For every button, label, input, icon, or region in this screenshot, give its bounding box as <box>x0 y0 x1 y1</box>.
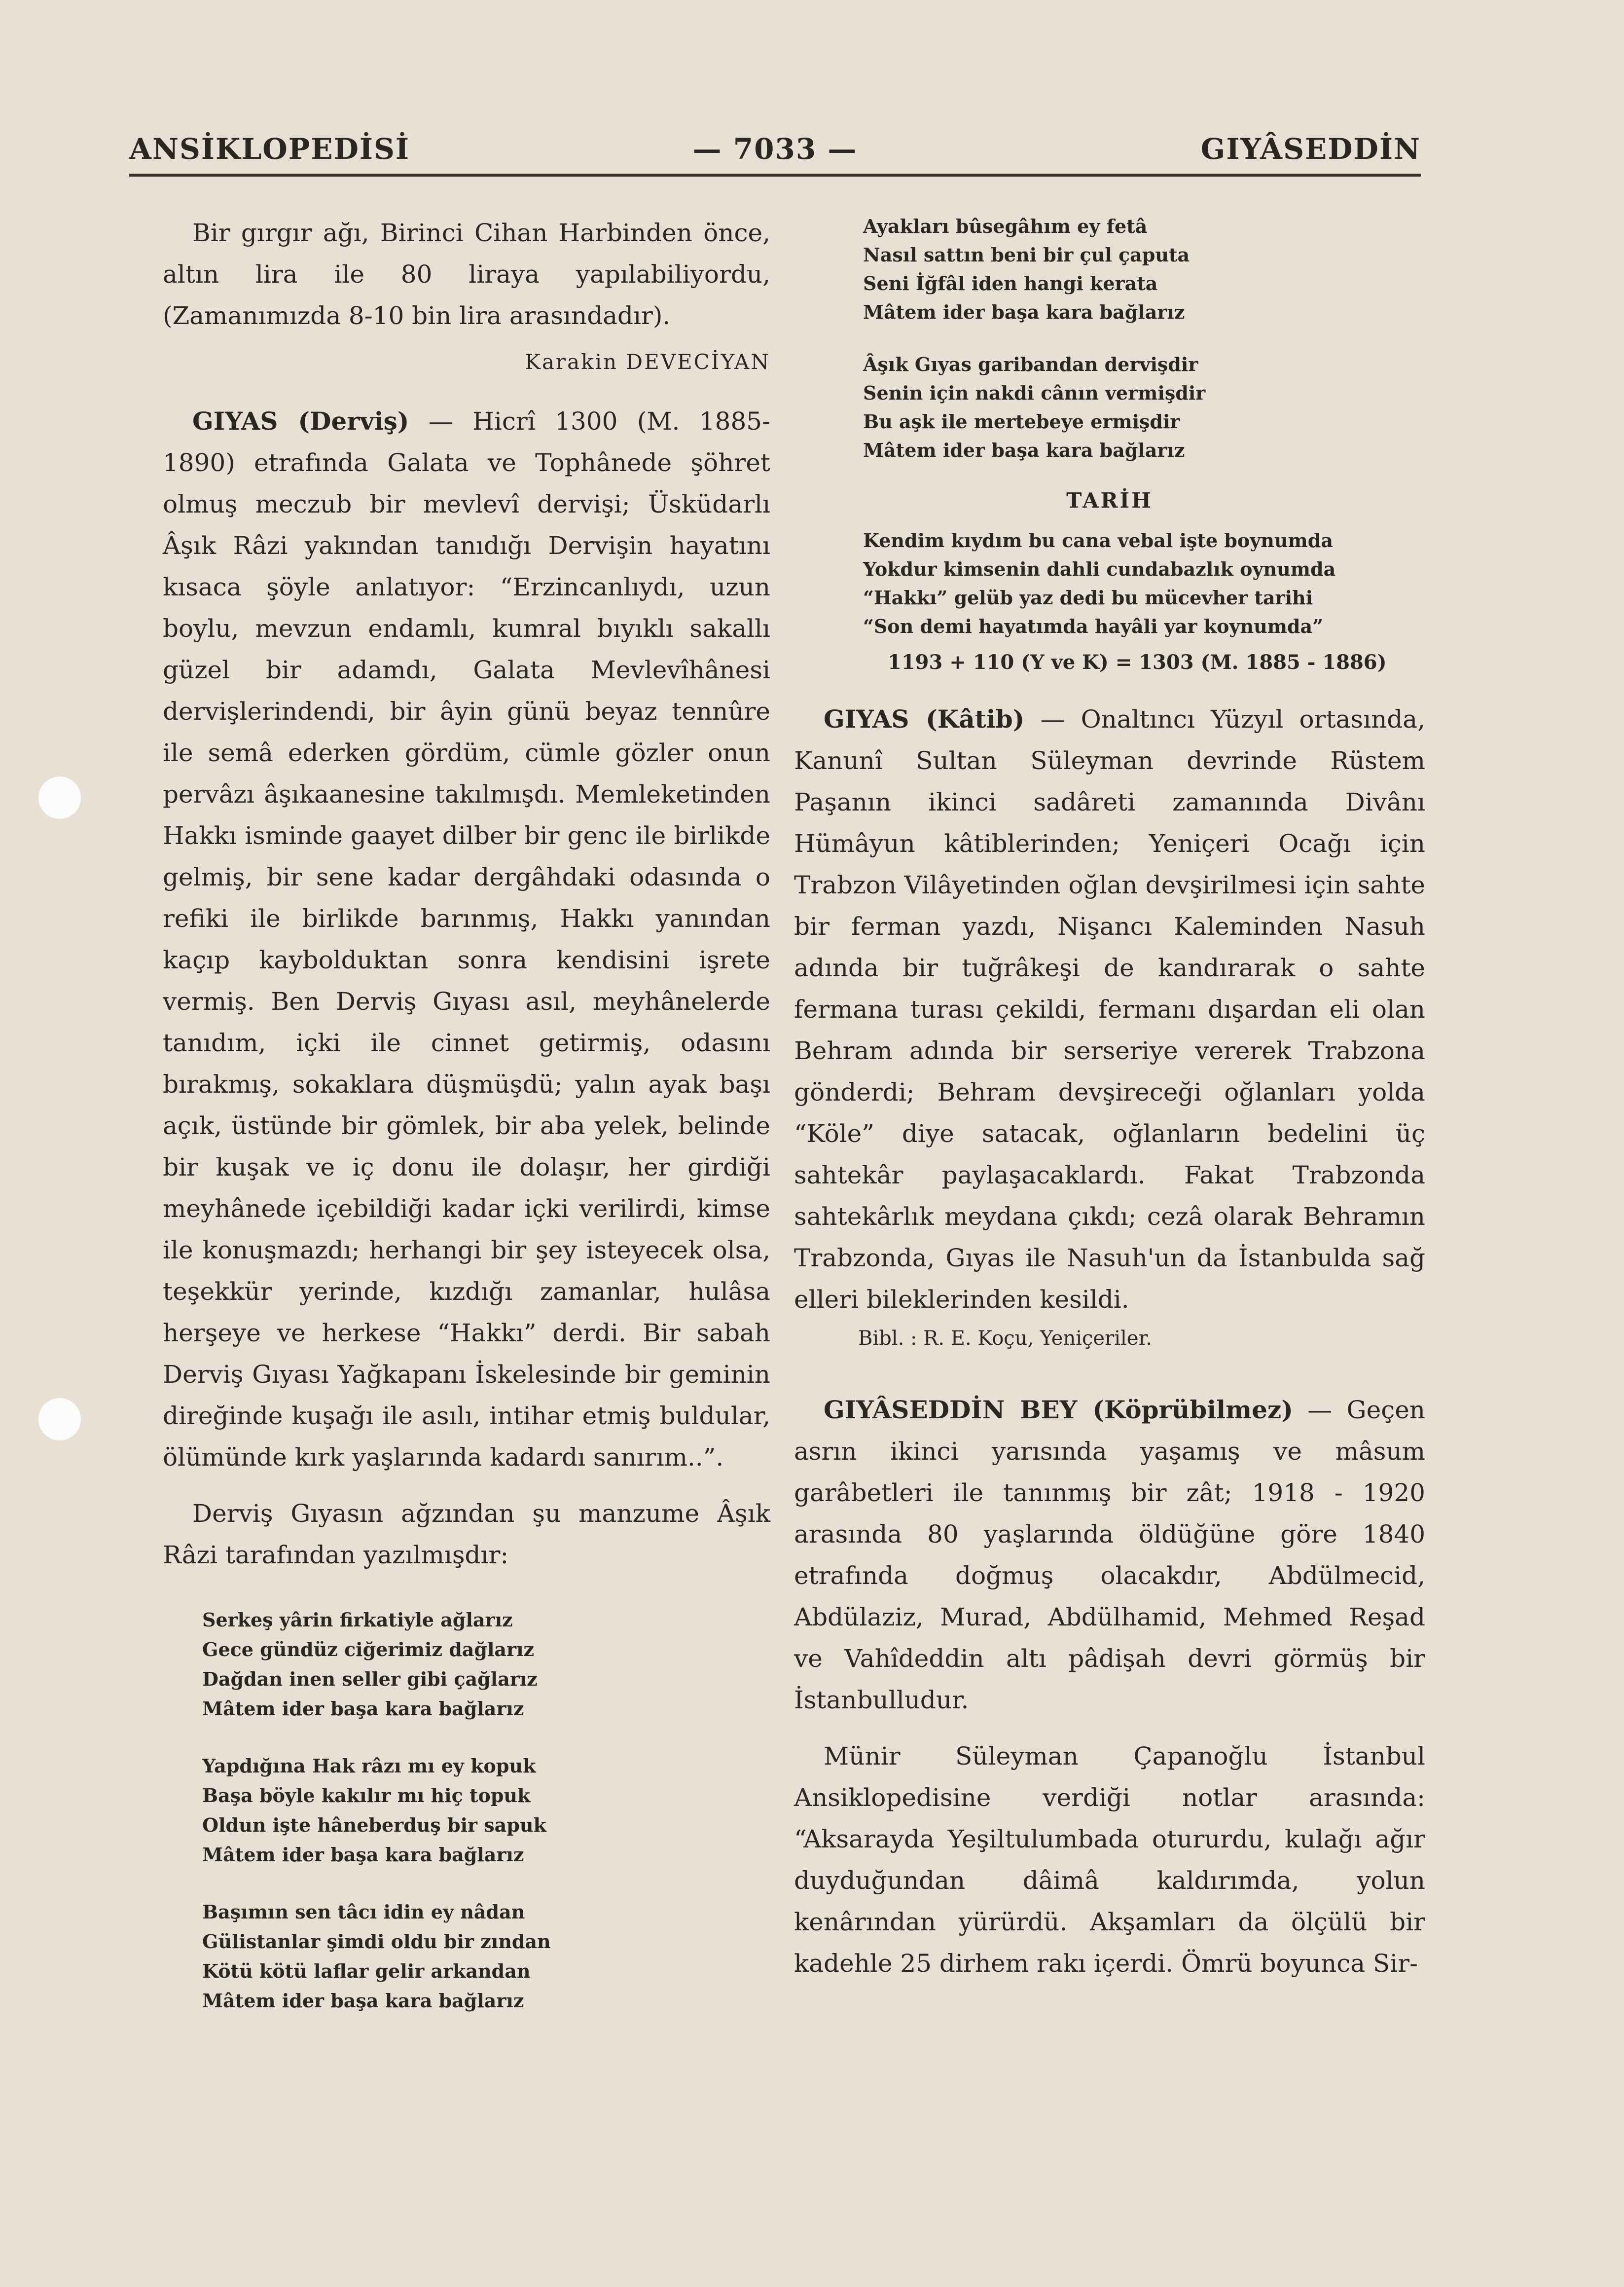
poem-line: Bu aşk ile mertebeye ermişdir <box>863 410 1180 433</box>
right-column <box>794 212 1425 1984</box>
punch-hole-bottom <box>38 1398 81 1440</box>
poem-line: Nasıl sattın beni bir çul çaputa <box>863 244 1190 266</box>
poem-line: Senin için nakdi cânın vermişdir <box>863 382 1206 404</box>
header-right: GIYÂSEDDİN <box>1200 132 1421 166</box>
page-header <box>129 132 1421 167</box>
poem-line: Yokdur kimsenin dahli cundabazlık oynumda <box>863 558 1336 580</box>
entry-giyas-dervis <box>163 401 770 1478</box>
entry-heading: GIYAS (Kâtib) <box>824 704 1025 734</box>
poem-line: Serkeş yârin firkatiyle ağlarız <box>202 1609 513 1631</box>
paragraph-girgir: Bir gırgır ağı, Birinci Cihan Harbinden önce, altın lira ile 80 liraya yapılabiliyordu, (Zamanımızda 8-10 bin lira arasındadır). <box>163 219 770 330</box>
poem-line: Gece gündüz ciğerimiz dağlarız <box>202 1638 535 1660</box>
poem-line: Kendim kıydım bu cana vebal işte boynumda <box>863 529 1333 552</box>
entry-giyaseddin-bey <box>794 1389 1425 1721</box>
poem-line: Mâtem ider başa kara bağlarız <box>202 1697 524 1720</box>
poem-line: Yapdığına Hak râzı mı ey kopuk <box>202 1755 536 1777</box>
poem-stanza-4 <box>863 212 1425 327</box>
poem-stanza-2 <box>202 1751 770 1870</box>
entry-body: — Geçen asrın ikinci yarısında yaşamış ve mâsum garâbetleri ile tanınmış bir zât; 1918 - 1920 arasında 80 yaşlarında öldüğüne göre 1840 etrafında doğmuş olacakdır, Abdülmecid, Abdülaziz, Murad, Abdülhamid, Mehmed Reşad ve Vahîdeddin altı pâdişah devri görmüş bir İstanbulludur. <box>794 1396 1425 1714</box>
poem-stanza-5 <box>863 350 1425 465</box>
paragraph-munir: Münir Süleyman Çapanoğlu İstanbul Ansiklopedisine verdiği notlar arasında: “Aksarayda Yeşiltulumbada otururdu, kulağı ağır duyduğundan dâimâ kaldırımda, yolun kenârından yürürdü. Akşamları da ölçülü bir kadehle 25 dirhem rakı içerdi. Ömrü boyunca Sir- <box>794 1742 1425 1978</box>
poem-line: Gülistanlar şimdi oldu bir zından <box>202 1930 551 1953</box>
poem-line: “Son demi hayatımda hayâli yar koynumda” <box>863 615 1323 637</box>
tarih-title: TARİH <box>1066 488 1153 513</box>
bibliography: Bibl. : R. E. Koçu, Yeniçeriler. <box>858 1327 1152 1350</box>
entry-body: — Onaltıncı Yüzyıl ortasında, Kanunî Sultan Süleyman devrinde Rüstem Paşanın ikinci sadâreti zamanında Divânı Hümâyun kâtiblerinden; Yeniçeri Ocağı için Trabzon Vilâyetinden oğlan devşirilmesi için sahte bir ferman yazdı, Nişancı Kaleminden Nasuh adında bir tuğrâkeşi de kandırarak o sahte fermana turası çekildi, fermanı dışardan eli olan Behram adında bir serseriye vererek Trabzona gönderdi; Behram devşireceği oğlanları yolda “Köle” diye satacak, oğlanların bedelini üç sahtekâr paylaşacaklardı. Fakat Trabzonda sahtekârlık meydana çıkdı; cezâ olarak Behramın Trabzonda, Gıyas ile Nasuh'un da İstanbulda sağ elleri bileklerinden kesildi. <box>794 705 1425 1314</box>
tarih-verse <box>863 526 1425 641</box>
poem-stanza-3 <box>202 1897 770 2016</box>
entry-heading: GIYAS (Derviş) <box>192 406 409 436</box>
tarih-formula: 1193 + 110 (Y ve K) = 1303 (M. 1885 - 1886) <box>888 651 1387 674</box>
paragraph-manzume-intro: Derviş Gıyasın ağzından şu manzume Âşık Râzi tarafından yazılmışdır: <box>163 1499 770 1569</box>
entry-heading: GIYÂSEDDİN BEY (Köprübilmez) <box>824 1395 1293 1424</box>
page-number: — 7033 — <box>692 132 858 166</box>
poem-line: Mâtem ider başa kara bağlarız <box>202 1990 524 2012</box>
poem-line: Dağdan inen seller gibi çağlarız <box>202 1668 538 1690</box>
poem-line: Oldun işte hâneberduş bir sapuk <box>202 1814 546 1836</box>
poem-line: Mâtem ider başa kara bağlarız <box>863 439 1185 461</box>
poem-line: Başımın sen tâcı idin ey nâdan <box>202 1901 525 1923</box>
header-left: ANSİKLOPEDİSİ <box>129 132 410 166</box>
entry-body: — Hicrî 1300 (M. 1885-1890) etrafında Galata ve Tophânede şöhret olmuş meczub bir mevlevî dervişi; Üsküdarlı Âşık Râzi yakından tanıdığı Dervişin hayatını kısaca şöyle anlatıyor: “Erzincanlıydı, uzun boylu, mevzun endamlı, kumral bıyıklı sakallı güzel bir adamdı, Galata Mevlevîhânesi dervişlerindendi, bir âyin günü beyaz tennûre ile semâ ederken gördüm, cümle gözler onun pervâzı âşıkaanesine takılmışdı. Memleketinden Hakkı isminde gaayet dilber bir genc ile birlikde gelmiş, bir sene kadar dergâhdaki odasında o refiki ile birlikde barınmış, Hakkı yanından kaçıp kaybolduktan sonra kendisini işrete vermiş. Ben Derviş Gıyası asıl, meyhânelerde tanıdım, içki ile cinnet getirmiş, odasını bırakmış, sokaklara düşmüşdü; yalın ayak başı açık, üstünde bir gömlek, bir aba yelek, belinde bir kuşak ve iç donu ile dolaşır, her girdiği meyhânede içebildiği kadar içki verilirdi, kimse ile konuşmazdı; herhangi bir şey isteyecek olsa, teşekkür yerinde, kızdığı zamanlar, hulâsa herşeye ve herkese “Hakkı” derdi. Bir sabah Derviş Gıyası Yağkapanı İskelesinde bir geminin direğinde kuşağı ile asılı, intihar etmiş buldular, ölümünde kırk yaşlarında kadardı sanırım..”. <box>163 407 770 1472</box>
header-rule <box>129 174 1421 177</box>
poem-line: Mâtem ider başa kara bağlarız <box>863 301 1185 323</box>
left-column <box>163 212 770 2043</box>
poem-line: Ayakları bûsegâhım ey fetâ <box>863 215 1148 237</box>
poem-line: Âşık Gıyas garibandan dervişdir <box>863 353 1198 375</box>
poem-line: Kötü kötü laflar gelir arkandan <box>202 1960 531 1982</box>
poem-line: Başa böyle kakılır mı hiç topuk <box>202 1784 531 1807</box>
author-signature: Karakin DEVECİYAN <box>525 350 770 374</box>
poem-line: Mâtem ider başa kara bağlarız <box>202 1844 524 1866</box>
entry-giyas-katib <box>794 699 1425 1320</box>
poem-line: “Hakkı” gelüb yaz dedi bu mücevher tarihi <box>863 587 1313 609</box>
punch-hole-top <box>38 776 81 819</box>
poem-line: Seni İğfâl iden hangi kerata <box>863 272 1158 295</box>
poem-stanza-1 <box>202 1605 770 1724</box>
